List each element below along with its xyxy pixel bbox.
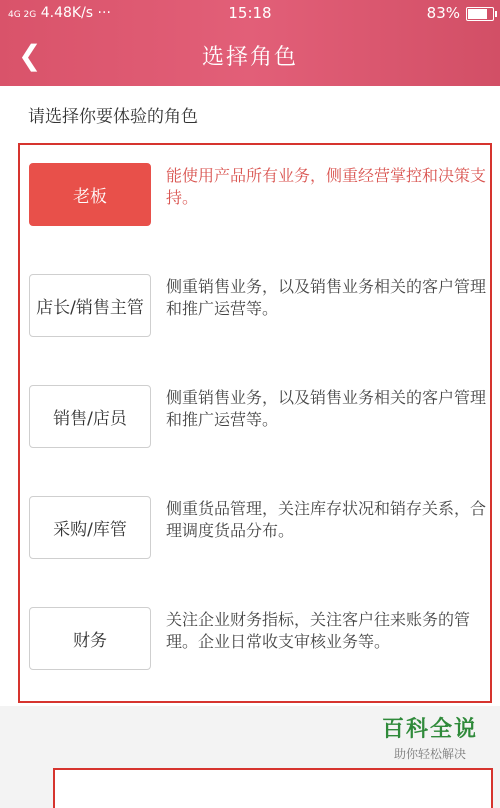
role-desc-boss: 能使用产品所有业务，侧重经营掌控和决策支持。 bbox=[166, 166, 487, 207]
status-bar bbox=[0, 0, 500, 26]
role-button-finance[interactable]: 财务 bbox=[29, 607, 151, 670]
watermark bbox=[360, 712, 500, 762]
prompt-text: 请选择你要体验的角色 bbox=[28, 107, 198, 127]
signal-icon: 4G 2G bbox=[8, 10, 37, 20]
page-title: 选择角色 bbox=[201, 45, 298, 70]
next-section-box bbox=[53, 768, 493, 808]
battery-icon bbox=[466, 7, 494, 21]
role-list bbox=[18, 143, 492, 703]
chevron-left-icon[interactable]: ❮ bbox=[18, 39, 42, 72]
watermark-title: 百科全说 bbox=[381, 717, 478, 742]
role-desc-store-manager: 侧重销售业务，以及销售业务相关的客户管理和推广运营等。 bbox=[166, 277, 487, 318]
role-button-boss[interactable]: 老板 bbox=[29, 163, 151, 226]
role-page bbox=[0, 86, 500, 706]
app-header bbox=[0, 0, 500, 86]
network-speed: 4.48K/s bbox=[40, 5, 94, 21]
status-time: 15:18 bbox=[228, 4, 272, 22]
role-desc-finance: 关注企业财务指标，关注客户往来账务的管理。企业日常收支审核业务等。 bbox=[166, 610, 471, 651]
role-button-purchasing[interactable]: 采购/库管 bbox=[29, 496, 151, 559]
role-desc-sales: 侧重销售业务，以及销售业务相关的客户管理和推广运营等。 bbox=[166, 388, 487, 429]
more-dots: ··· bbox=[97, 5, 111, 21]
battery-percent: 83% bbox=[426, 4, 460, 22]
watermark-subtitle: 助你轻松解决 bbox=[393, 747, 466, 761]
role-desc-purchasing: 侧重货品管理，关注库存状况和销存关系，合理调度货品分布。 bbox=[166, 499, 487, 540]
role-button-store-manager[interactable]: 店长/销售主管 bbox=[29, 274, 151, 337]
role-button-sales[interactable]: 销售/店员 bbox=[29, 385, 151, 448]
